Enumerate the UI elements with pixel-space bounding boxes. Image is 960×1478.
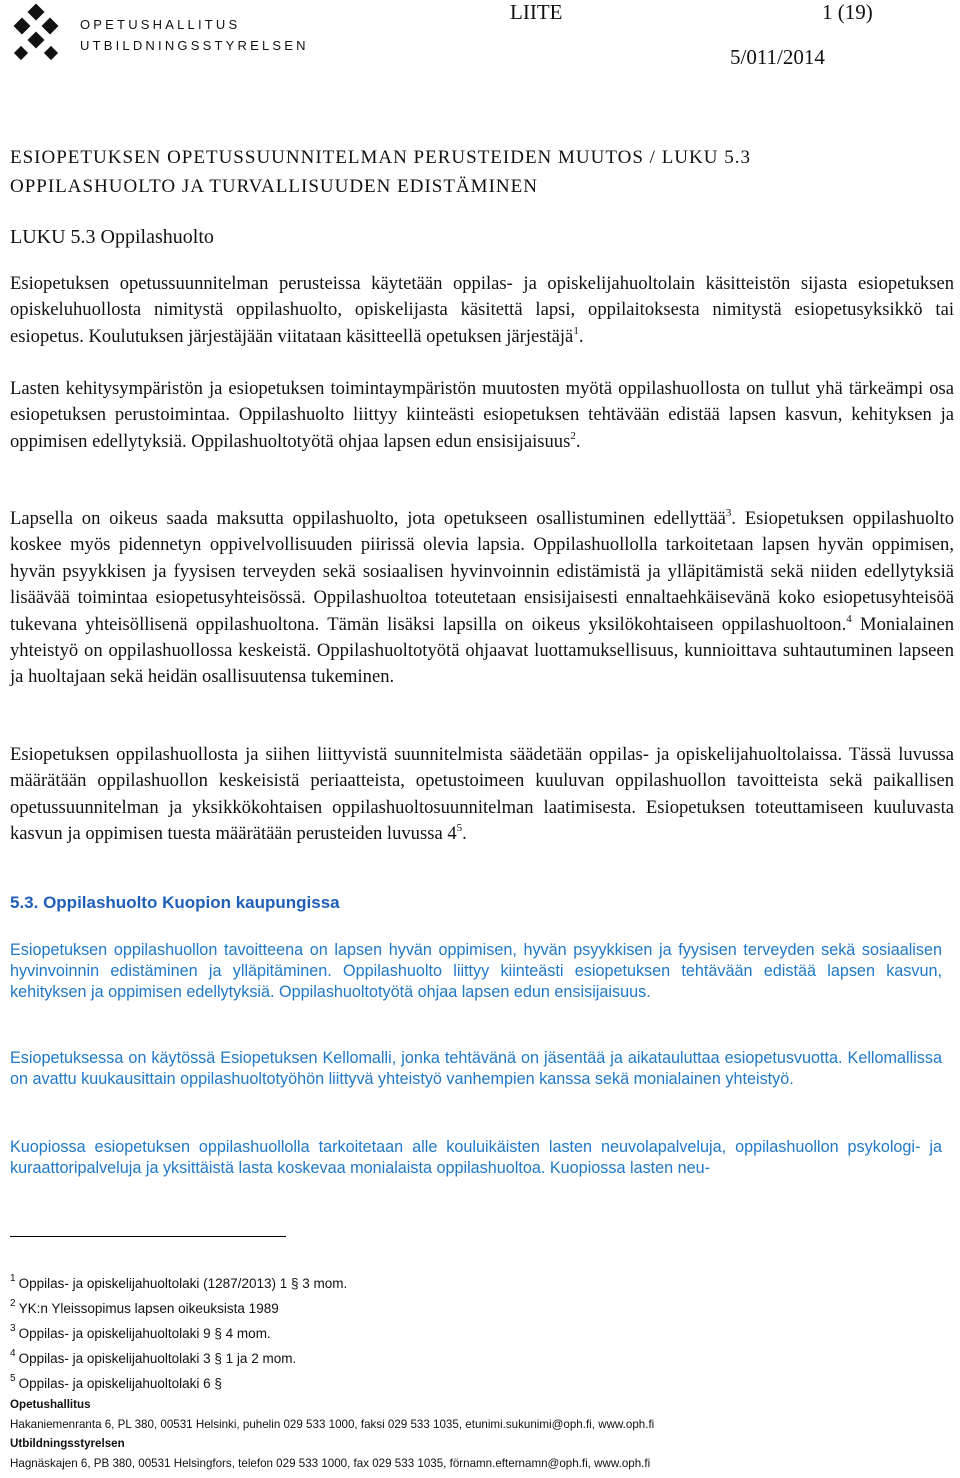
footnote-text: YK:n Yleissopimus lapsen oikeuksista 1989	[18, 1301, 279, 1316]
footnote-ref-4: 4	[846, 612, 852, 625]
footer-address-fi: Hakaniemenranta 6, PL 380, 00531 Helsinki, puhelin 029 533 1000, faksi 029 533 1035, etunimi.sukunimi@oph.fi, www.oph.fi	[10, 1417, 655, 1431]
kuopio-paragraph-2: Esiopetuksessa on käytössä Esiopetuksen Kellomalli, jonka tehtävänä on jäsentää ja aikatauluttaa esiopetusvuotta. Kellomallissa on avattu kuukausittain oppilashuoltotyöhön liittyvä yhteistyö vanhempien kanssa sekä monialainen yhteistyö.	[10, 1049, 942, 1088]
kuopio-paragraph-1: Esiopetuksen oppilashuollon tavoitteena on lapsen hyvän oppimisen, hyvän psyykkisen ja fyysisen terveyden sekä sosiaalisen hyvinvoinnin edistäminen ja ylläpitäminen. Oppilashuolto liittyy kiinteästi esiopetuksen tehtävään edistää lapsen kasvun, kehityksen ja oppimisen edellytyksiä. Oppilashuoltotyötä ohjaa lapsen edun ensisijaisuus.	[10, 941, 942, 1001]
kuopio-section-heading: 5.3. Oppilashuolto Kuopion kaupungissa	[10, 893, 340, 912]
section-heading: LUKU 5.3 Oppilashuolto	[10, 226, 214, 248]
footnote-2	[10, 1291, 347, 1316]
footnote-separator	[10, 1236, 286, 1237]
footnote-text: Oppilas- ja opiskelijahuoltolaki 9 § 4 mom.	[18, 1326, 271, 1341]
footnote-ref-3: 3	[725, 507, 732, 519]
paragraph-3	[10, 506, 954, 691]
footer-org-fi: Opetushallitus	[10, 1398, 91, 1411]
footnote-ref-1: 1	[573, 324, 579, 337]
paragraph-1-text: Esiopetuksen opetussuunnitelman perusteissa käytetään oppilas- ja opiskelijahuoltolain käsitteistön sijasta esiopetuksen opiskeluhuollosta nimitystä oppilashuolto, opiskelijasta käsitettä lapsi, oppilaitoksesta nimitystä esiopetusyksikkö tai esiopetus. Koulutuksen järjestäjään viitataan käsitteellä opetuksen järjestäjä	[10, 273, 954, 347]
footnote-text: Oppilas- ja opiskelijahuoltolaki (1287/2013) 1 § 3 mom.	[18, 1276, 348, 1291]
paragraph-4-end: .	[462, 823, 467, 845]
footnote-4	[10, 1341, 347, 1366]
paragraph-2	[10, 376, 954, 455]
footnote-1	[10, 1266, 347, 1291]
document-date: 5/011/2014	[730, 45, 825, 69]
paragraph-3-text-a: Lapsella on oikeus saada maksutta oppilashuolto, jota opetukseen osallistuminen edellyttää	[10, 508, 726, 529]
footnote-number: 3	[10, 1323, 16, 1334]
title-line-1: ESIOPETUKSEN OPETUSSUUNNITELMAN PERUSTEIDEN MUUTOS / LUKU 5.3	[10, 147, 751, 168]
paragraph-2-end: .	[575, 430, 581, 452]
footnote-number: 4	[10, 1348, 16, 1359]
opetushallitus-logo	[6, 4, 66, 64]
document-title	[10, 143, 950, 201]
page-number: 1 (19)	[822, 0, 873, 24]
paragraph-4	[10, 742, 954, 848]
footnote-number: 5	[10, 1373, 16, 1384]
page-footer	[10, 1395, 955, 1473]
footnote-3	[10, 1316, 347, 1341]
kuopio-paragraph-3: Kuopiossa esiopetuksen oppilashuollolla tarkoitetaan alle kouluikäisten lasten neuvolapalveluja, oppilashuollon psykologi- ja kuraattoripalveluja ja yksittäistä lasta koskevaa monialaista oppilashuoltoa. Kuopiossa lasten neu-	[10, 1138, 942, 1177]
org-name-fi: OPETUSHALLITUS	[80, 17, 241, 32]
footnote-text: Oppilas- ja opiskelijahuoltolaki 3 § 1 ja 2 mom.	[18, 1351, 297, 1366]
org-name	[80, 14, 309, 56]
paragraph-4-text: Esiopetuksen oppilashuollosta ja siihen liittyvistä suunnitelmista säädetään oppilas- ja opiskelijahuoltolaissa. Tässä luvussa määrätään oppilashuollon keskeisistä periaatteista, opetustoimeen kuuluvan oppilashuollon tavoitteista sekä paikallisen opetussuunnitelman ja yksikkökohtaisen oppilashuoltosuunnitelman laatimisesta. Esiopetuksen toteuttamiseen kuuluvasta kasvun ja oppimisen tuesta määrätään perusteiden luvussa 4	[10, 744, 954, 845]
title-line-2: OPPILASHUOLTO JA TURVALLISUUDEN EDISTÄMINEN	[10, 176, 538, 197]
paragraph-1-end: .	[578, 325, 584, 347]
footnote-ref-2: 2	[570, 429, 576, 442]
footnote-number: 2	[10, 1298, 16, 1309]
footnotes	[10, 1266, 347, 1391]
footnote-ref-5: 5	[456, 822, 463, 835]
org-name-sv: UTBILDNINGSSTYRELSEN	[80, 38, 309, 53]
document-label: LIITE	[510, 0, 563, 24]
paragraph-1	[10, 271, 954, 350]
footnote-number: 1	[10, 1273, 16, 1284]
footer-address-sv: Hagnäskajen 6, PB 380, 00531 Helsingfors, telefon 029 533 1000, fax 029 533 1035, förnamn.efternamn@oph.fi, www.oph.fi	[10, 1456, 651, 1470]
footnote-text: Oppilas- ja opiskelijahuoltolaki 6 §	[18, 1376, 222, 1391]
paragraph-2-text: Lasten kehitysympäristön ja esiopetuksen toimintaympäristön muutosten myötä oppilashuollosta on tullut yhä tärkeämpi osa esiopetuksen perustoimintaa. Oppilashuolto liittyy kiinteästi esiopetuksen tehtävään edistää lapsen kasvun, kehityksen ja oppimisen edellytyksiä. Oppilashuoltotyötä ohjaa lapsen edun ensisijaisuus	[10, 378, 954, 452]
paragraph-3-text-b: . Esiopetuksen oppilashuolto koskee myös pidennetyn oppivelvollisuuden piirissä olevia lapsia. Oppilashuollolla tarkoitetaan lapsen hyvän oppimisen, hyvän psyykkisen ja fyysisen terveyden sekä sosiaalisen hyvinvoinnin edistämistä ja ylläpitämistä sekä niiden edellytyksiä lisäävää toimintaa esiopetusyhteisössä. Oppilashuoltoa toteutetaan ensisijaisesti ennaltaehkäisevänä koko esiopetusyhteisöä tukevana yhteisöllisenä oppilashuoltona. Tämän lisäksi lapsilla on oikeus yksilökohtaiseen oppilashuoltoon.	[10, 508, 955, 635]
footer-org-sv: Utbildningsstyrelsen	[10, 1437, 125, 1450]
paragraph-3-text-c: Monialainen yhteistyö on oppilashuollossa keskeistä. Oppilashuoltotyötä ohjaavat luottamuksellisuus, kunnioittava suhtautuminen lapseen ja huoltajaan sekä heidän osallisuutensa tukeminen.	[10, 613, 955, 688]
footnote-5	[10, 1366, 347, 1391]
